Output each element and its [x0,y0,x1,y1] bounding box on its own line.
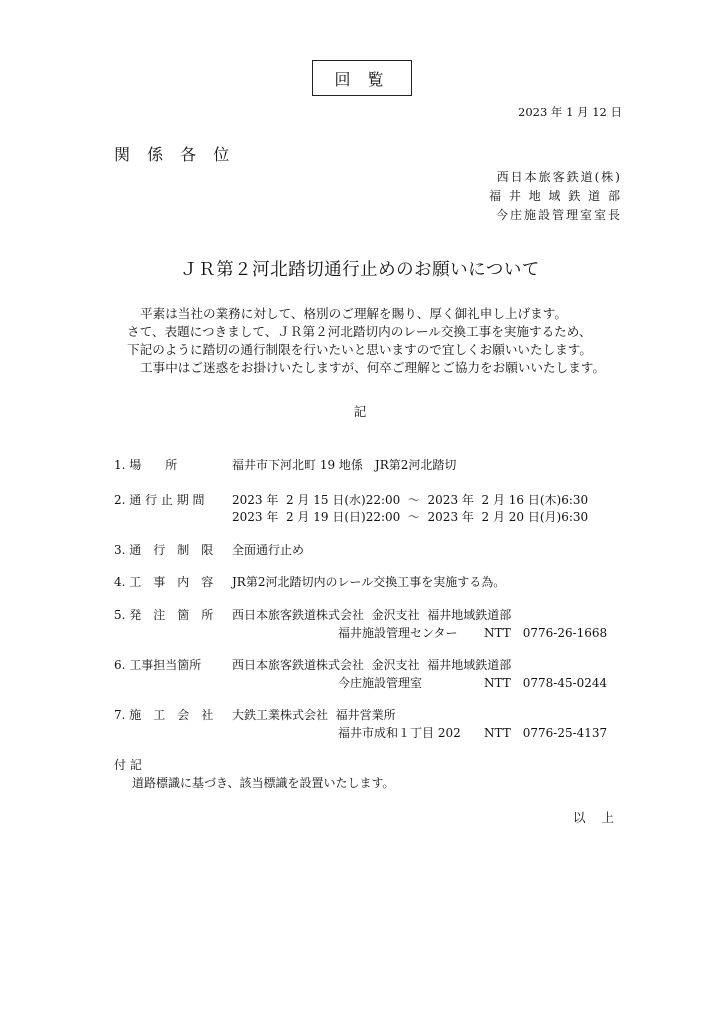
client-org: 西日本旅客鉄道株式会社 金沢支社 福井地域鉄道部 [232,608,512,622]
circular-stamp [312,60,412,96]
closing: 以 上 [573,810,620,825]
period-line-2: 2023 年 2 月 19 日(日)22:00 ～ 2023 年 2 月 20 日(月)6:30 [232,510,589,524]
manager-tel: NTT 0778-45-0244 [484,676,608,690]
body-paragraph: 平素は当社の業務に対して、格別のご理解を賜り、厚く御礼申し上げます。 [140,306,567,321]
document-title: ＪＲ第２河北踏切通行止めのお願いについて [180,260,540,280]
sender-department: 福 井 地 域 鉄 道 部 [489,189,622,203]
recipients: 関 係 各 位 [114,145,236,164]
manager-sub: 今庄施設管理室 [338,676,423,690]
client-tel: NTT 0776-26-1668 [484,626,608,640]
period-line-1: 2023 年 2 月 15 日(水)22:00 ～ 2023 年 2 月 16 日(木)6:30 [232,493,589,507]
restriction-value: 全面通行止め [232,543,305,557]
note-heading: 付 記 [114,758,142,772]
document-date: 2023 年 1 月 12 日 [518,105,622,119]
place-label: 1. 場 所 [114,458,178,472]
ki-heading: 記 [353,404,367,419]
manager-label: 6. 工事担当箇所 [114,658,202,672]
body-paragraph: 下記のように踏切の通行制限を行いたいと思いますので宜しくお願いいたします。 [127,342,592,357]
work-value: JR第2河北踏切内のレール交換工事を実施する為。 [232,575,506,589]
body-paragraph: さて、表題につきまして、ＪＲ第２河北踏切内のレール交換工事を実施するため、 [127,324,592,339]
sender-company: 西日本旅客鉄道(株) [496,170,622,184]
client-label: 5. 発 注 箇 所 [114,608,214,622]
contractor-org: 大鉄工業株式会社 福井営業所 [232,708,396,722]
sender-office: 今庄施設管理室室長 [495,208,622,222]
place-value: 福井市下河北町 19 地係 JR第2河北踏切 [232,458,457,472]
body-paragraph: 工事中はご迷惑をお掛けいたしますが、何卒ご理解とご協力をお願いいたします。 [140,360,605,375]
contractor-tel: NTT 0776-25-4137 [484,726,608,740]
contractor-sub: 福井市成和１丁目 202 [338,726,461,740]
contractor-label: 7. 施 工 会 社 [114,708,214,722]
work-label: 4. 工 事 内 容 [114,575,214,589]
note-text: 道路標識に基づき、該当標識を設置いたします。 [132,776,395,790]
circular-label: 回 覧 [334,69,390,89]
period-label: 2. 通 行 止 期 間 [114,493,205,507]
client-sub: 福井施設管理センター [338,626,458,640]
manager-org: 西日本旅客鉄道株式会社 金沢支社 福井地域鉄道部 [232,658,512,672]
restriction-label: 3. 通 行 制 限 [114,543,214,557]
